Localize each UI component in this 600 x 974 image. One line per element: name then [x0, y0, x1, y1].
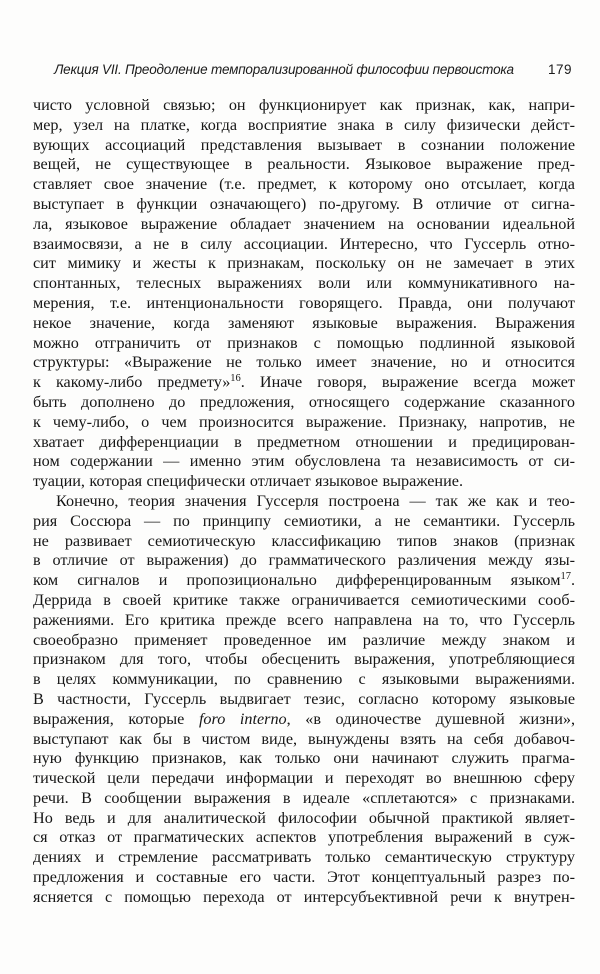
- text-segment: можно отграничить от признаков с помощью подлинной языковой: [33, 333, 575, 352]
- text-segment: вующих ассоциаций представления вызывает в сознании положение: [33, 135, 575, 154]
- text-segment: ясняется с помощью перехода от интерсубъективной речи к внутрен-: [33, 887, 575, 906]
- text-segment: foro interno: [198, 709, 287, 728]
- text-line: [33, 512, 575, 532]
- text-line: [33, 492, 575, 512]
- text-line: [33, 353, 575, 373]
- footnote-marker: 17: [560, 571, 571, 583]
- text-segment: ком сигналов и пропозиционально дифференцированным языком: [33, 571, 561, 590]
- text-segment: ном содержании — именно этим обусловлена та независимость от си-: [33, 452, 575, 471]
- text-segment: к чему-либо, о чем произносится выражение. Признаку, напротив, не: [33, 412, 575, 431]
- text-line: [33, 294, 575, 314]
- text-line: [33, 373, 575, 393]
- text-segment: ную функцию признаков, как только они начинают служить прагма-: [33, 749, 575, 768]
- text-segment: своеобразно применяет проведенное им различие между знаком и: [33, 630, 575, 649]
- text-line: [33, 96, 575, 116]
- text-line: [33, 334, 575, 354]
- text-segment: , «в одиночестве душевной жизни»,: [286, 709, 575, 728]
- text-segment: ся отказ от прагматических аспектов употребления выражений в суж-: [33, 828, 575, 847]
- text-segment: признаком для того, чтобы обесценить выражения, употребляющиеся: [33, 650, 575, 669]
- text-segment: Деррида в своей критике также ограничивается семиотическими сооб-: [33, 590, 575, 609]
- text-block: [33, 96, 575, 908]
- text-line: [33, 690, 575, 710]
- text-segment: выступают как бы в чистом виде, вынуждены взять на себя добавоч-: [33, 729, 575, 748]
- text-segment: Но ведь и для аналитической философии обычной практикой являет-: [33, 808, 575, 827]
- running-head: [33, 61, 575, 79]
- text-segment: выступает в функции означающего) по-другому. В отличие от сигна-: [33, 194, 575, 213]
- text-line: [33, 868, 575, 888]
- text-segment: к какому-либо предмету»: [33, 373, 231, 392]
- text-line: [33, 809, 575, 829]
- text-segment: тической цели передачи информации и переходят во внешнюю сферу: [33, 769, 575, 788]
- text-segment: выражения, которые: [33, 709, 199, 728]
- text-line: [33, 235, 575, 255]
- text-segment: сит мимику и жесты к признакам, поскольку он не замечает в этих: [33, 254, 575, 273]
- text-segment: в целях коммуникации, по сравнению с языковыми выражениями.: [33, 670, 575, 689]
- text-line: [33, 828, 575, 848]
- text-segment: некое значение, когда заменяют языковые выражения. Выражения: [33, 313, 575, 332]
- text-line: [33, 452, 575, 472]
- text-line: [33, 532, 575, 552]
- text-line: [33, 155, 575, 175]
- text-segment: ла, языковое выражение обладает значением на основании идеальной: [33, 214, 575, 233]
- text-segment: вещей, не существующее в реальности. Языковое выражение пред-: [33, 155, 575, 174]
- text-line: [33, 789, 575, 809]
- text-line: [33, 631, 575, 651]
- text-line: [33, 175, 575, 195]
- text-segment: Конечно, теория значения Гуссерля построена — так же как и тео-: [56, 491, 575, 510]
- text-line: [33, 730, 575, 750]
- text-segment: ражениями. Его критика прежде всего направлена на то, что Гуссерль: [33, 610, 575, 629]
- text-segment: .: [570, 571, 575, 590]
- page-number: 179: [547, 62, 572, 77]
- text-line: [33, 650, 575, 670]
- text-line: [33, 433, 575, 453]
- text-segment: хватает дифференциации в предметном отношении и предицирован-: [33, 432, 575, 451]
- text-line: [33, 195, 575, 215]
- text-line: [33, 769, 575, 789]
- text-segment: рия Соссюра — по принципу семиотики, а не семантики. Гуссерль: [33, 511, 575, 530]
- text-line: [33, 136, 575, 156]
- text-line: [33, 611, 575, 631]
- text-segment: туации, которая специфически отличает языковое выражение.: [33, 472, 463, 491]
- footnote-marker: 16: [230, 373, 241, 385]
- text-line: [33, 215, 575, 235]
- text-segment: предложения и составные его части. Этот концептуальный разрез по-: [33, 868, 575, 887]
- text-segment: структуры: «Выражение не только имеет значение, но и относится: [33, 353, 575, 372]
- text-line: [33, 670, 575, 690]
- text-line: [33, 571, 575, 591]
- text-line: [33, 710, 575, 730]
- text-segment: спонтанных, телесных выражениях воли или коммуникативного на-: [33, 274, 575, 293]
- text-segment: . Иначе говоря, выражение всегда может: [240, 373, 575, 392]
- text-segment: речи. В сообщении выражения в идеале «сплетаются» с признаками.: [33, 788, 575, 807]
- text-line: [33, 393, 575, 413]
- text-line: [33, 888, 575, 908]
- running-head-title: Лекция VII. Преодоление темпорализированной философии первоистока: [54, 62, 514, 77]
- text-line: [33, 591, 575, 611]
- text-line: [33, 551, 575, 571]
- text-line: [33, 116, 575, 136]
- text-segment: мерения, т.е. интенциональности говорящего. Правда, они получают: [33, 293, 575, 312]
- text-line: [33, 749, 575, 769]
- text-segment: дениях и стремление рассматривать только семантическую структуру: [33, 848, 575, 867]
- text-segment: взаимосвязи, а не в силу ассоциации. Интересно, что Гуссерль отно-: [33, 234, 575, 253]
- text-line: [33, 314, 575, 334]
- text-line: [33, 254, 575, 274]
- text-segment: ставляет свое значение (т.е. предмет, к которому оно отсылает, когда: [33, 175, 575, 194]
- text-segment: в отличие от выражения) до грамматического различения между язы-: [33, 551, 575, 570]
- text-segment: быть дополнено до предложения, относящего содержание сказанного: [33, 392, 575, 411]
- text-line: [33, 472, 575, 492]
- text-segment: мер, узел на платке, когда восприятие знака в силу физически дейст-: [33, 115, 575, 134]
- text-segment: В частности, Гуссерль выдвигает тезис, согласно которому языковые: [33, 689, 575, 708]
- text-segment: не развивает семиотическую классификацию типов знаков (признак: [33, 531, 575, 550]
- text-line: [33, 413, 575, 433]
- text-segment: чисто условной связью; он функционирует как признак, как, напри-: [33, 96, 575, 114]
- text-line: [33, 848, 575, 868]
- text-line: [33, 274, 575, 294]
